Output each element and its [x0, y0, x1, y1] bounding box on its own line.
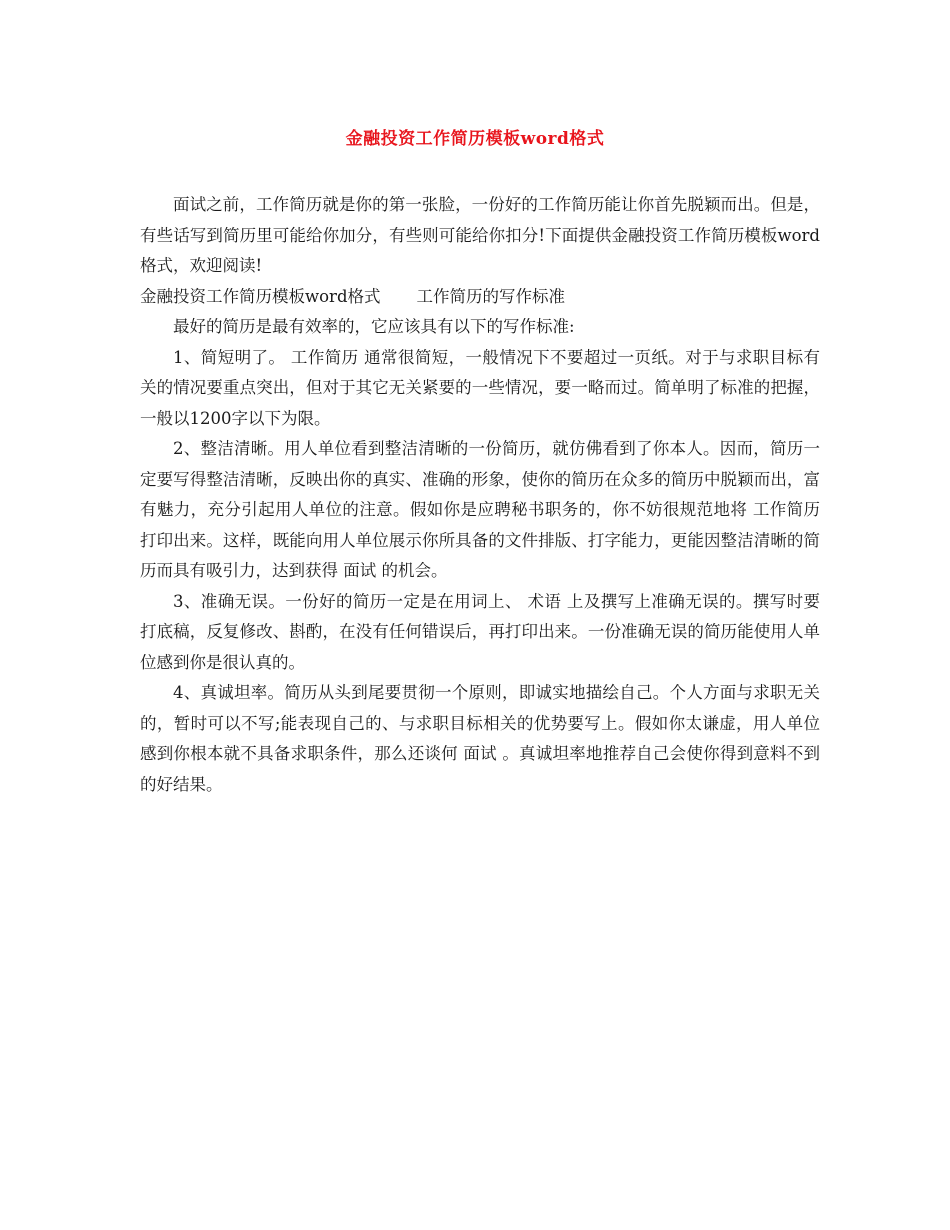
document-title: 金融投资工作简历模板word格式 — [345, 129, 605, 149]
point-paragraph-2: 2、整洁清晰。用人单位看到整洁清晰的一份简历，就仿佛看到了你本人。因而，简历一定要写得整洁清晰，反映出你的真实、准确的形象，使你的简历在众多的简历中脱颖而出，富有魅力，充分引起用人单位的注意。假如你是应聘秘书职务的，你不妨很规范地将 工作简历 打印出来。这样，既能向用人单位展示你所具备的文件排版、打字能力，更能因整洁清晰的简历而具有吸引力，达到获得 面试 的机会。 — [140, 439, 820, 580]
section-heading-right: 工作简历的写作标准 — [416, 286, 566, 306]
section-heading-line — [140, 282, 820, 313]
section-heading-left: 金融投资工作简历模板word格式 — [140, 286, 381, 306]
point-paragraph-4: 4、真诚坦率。简历从头到尾要贯彻一个原则，即诚实地描绘自己。个人方面与求职无关的，暂时可以不写;能表现自己的、与求职目标相关的优势要写上。假如你太谦虚，用人单位感到你根本就不具备求职条件，那么还谈何 面试 。真诚坦率地推荐自己会使你得到意料不到的好结果。 — [140, 683, 820, 794]
intro-paragraph: 面试之前，工作简历就是你的第一张脸，一份好的工作简历能让你首先脱颖而出。但是，有些话写到简历里可能给你加分，有些则可能给你扣分!下面提供金融投资工作简历模板word格式，欢迎阅读! — [140, 195, 820, 275]
document-body — [140, 190, 820, 800]
point-paragraph-1: 1、简短明了。 工作简历 通常很简短，一般情况下不要超过一页纸。对于与求职目标有关的情况要重点突出，但对于其它无关紧要的一些情况，要一略而过。简单明了标准的把握，一般以1200字以下为限。 — [140, 347, 820, 428]
lead-paragraph: 最好的简历是最有效率的，它应该具有以下的写作标准: — [173, 317, 575, 336]
point-paragraph-3: 3、准确无误。一份好的简历一定是在用词上、 术语 上及撰写上准确无误的。撰写时要打底稿，反复修改、斟酌，在没有任何错误后，再打印出来。一份准确无误的简历能使用人单位感到你是很认真的。 — [140, 591, 820, 672]
